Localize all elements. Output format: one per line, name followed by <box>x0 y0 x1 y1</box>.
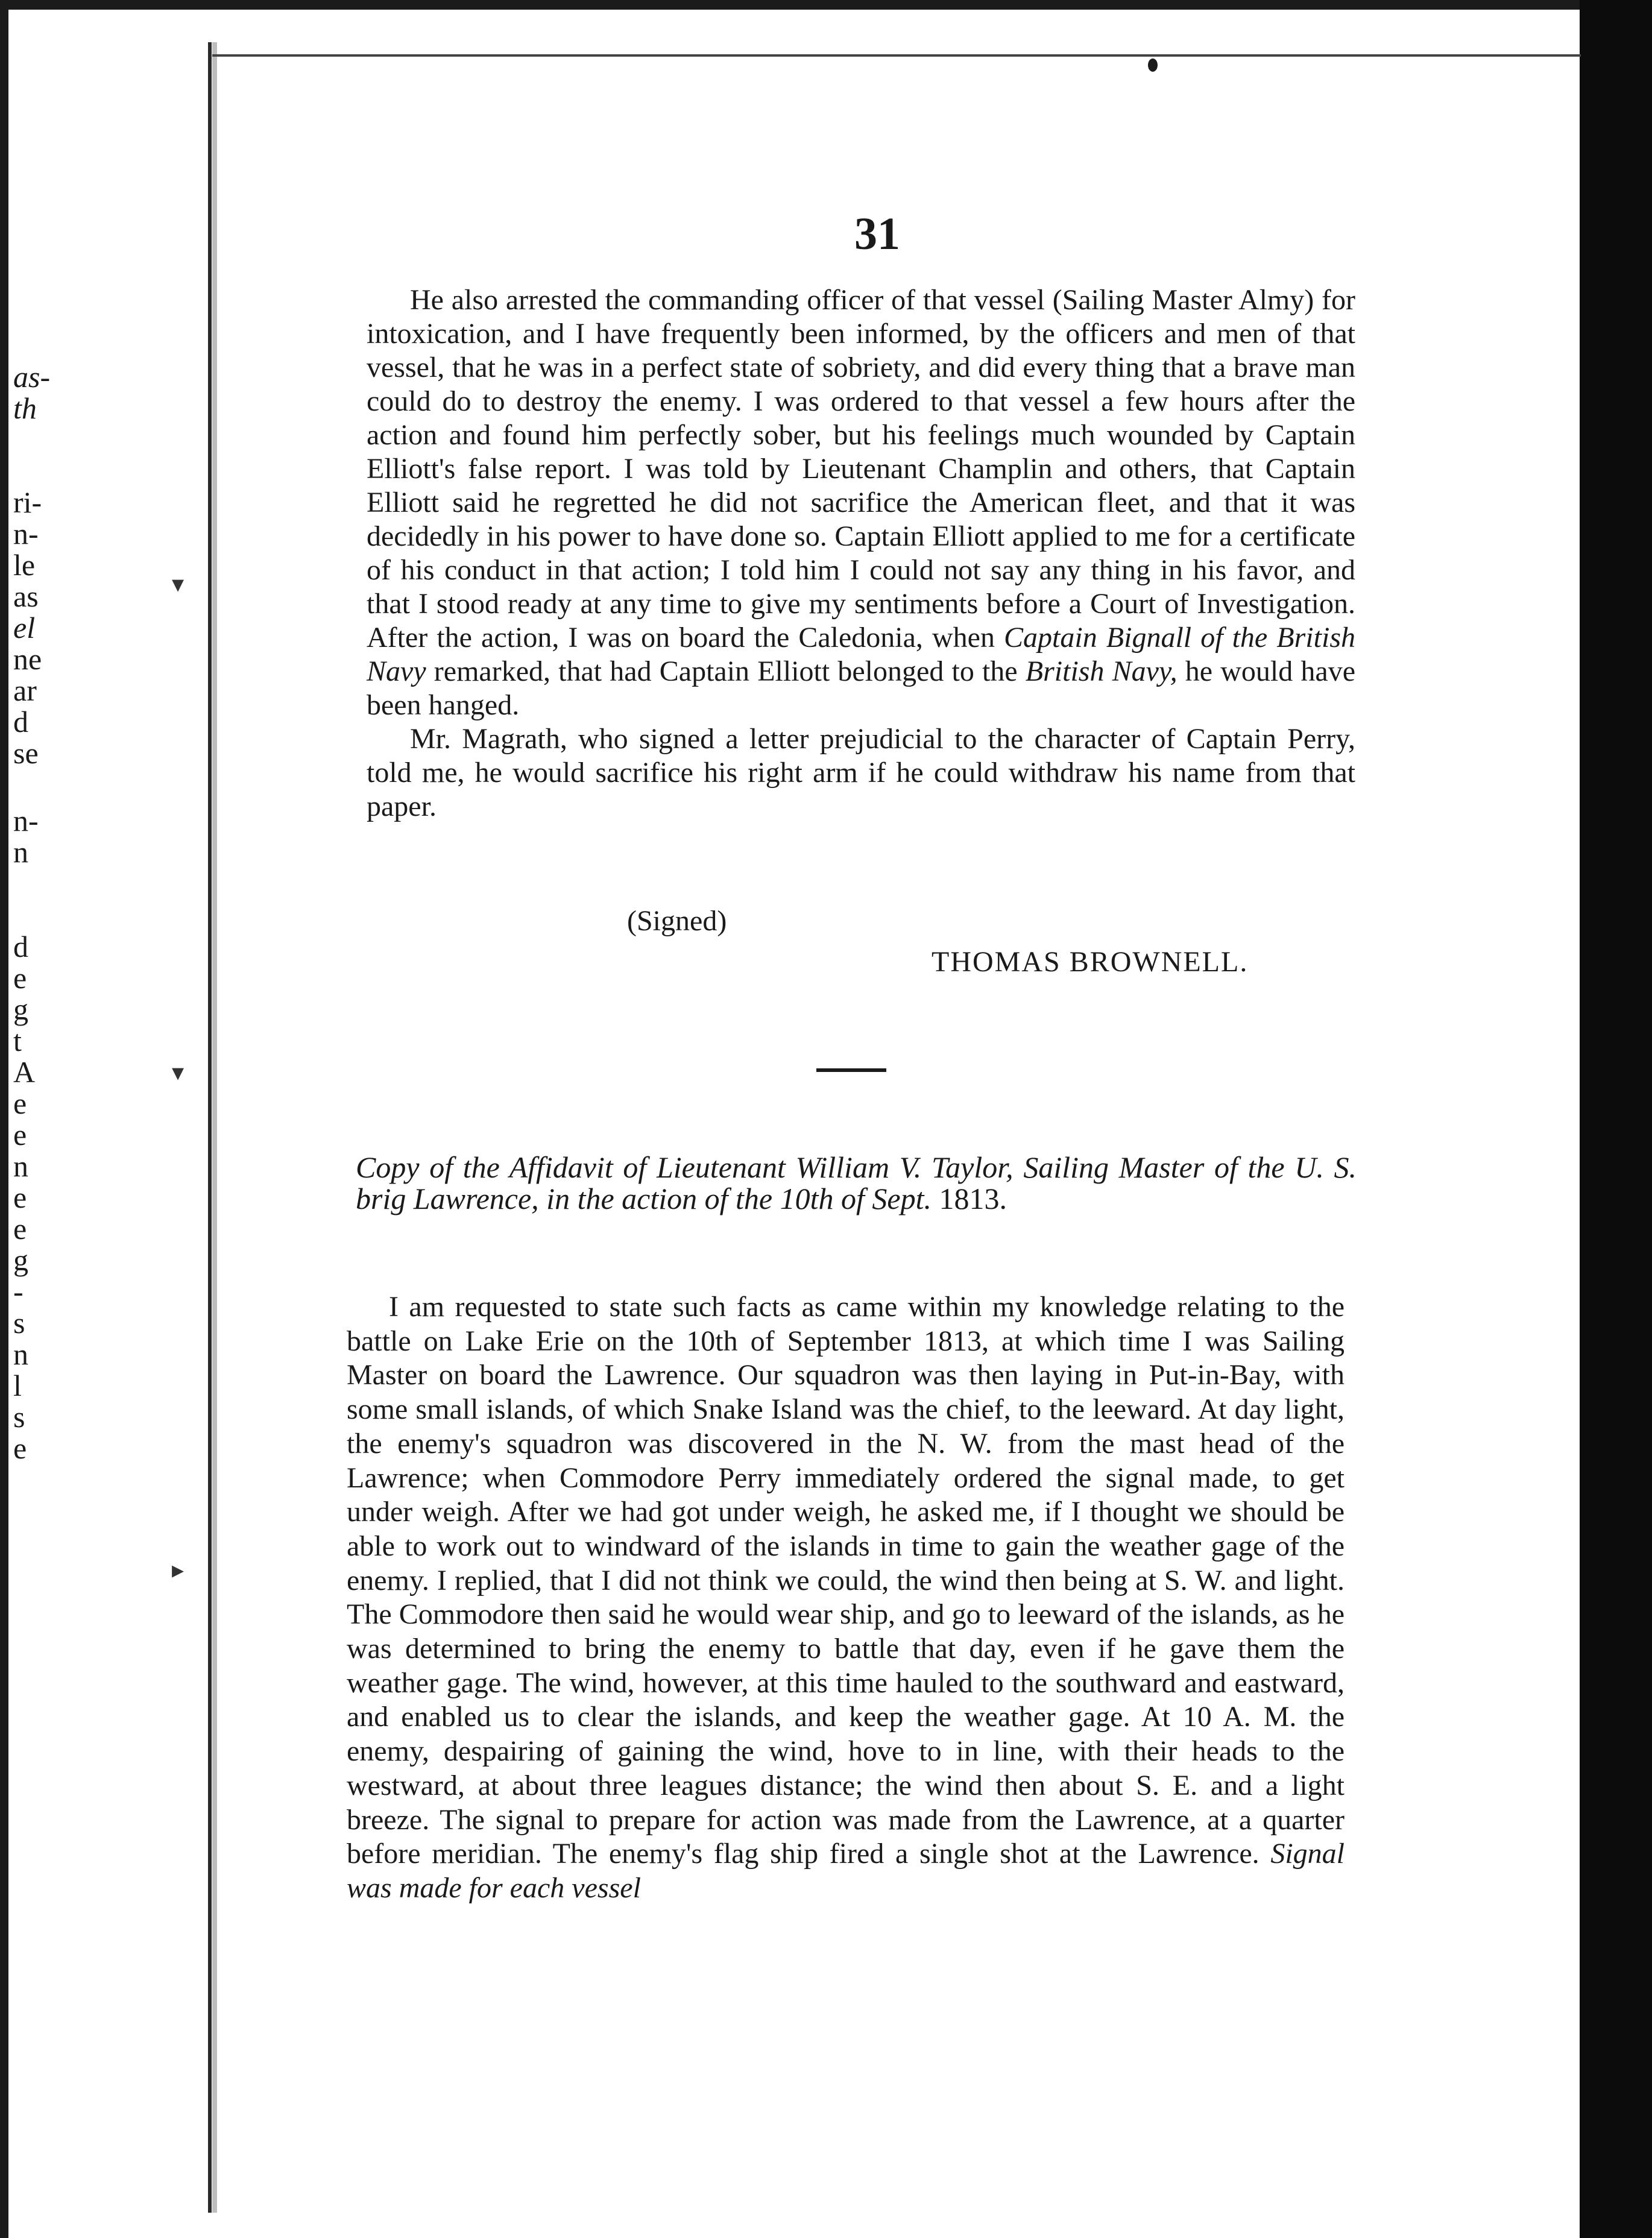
affidavit-text: I am requested to state such facts as came within my knowledge relating to the battle on Lake Erie on the 10th of September 1813, at which time I was Sailing Master on board the Lawrence. Our squadron was then laying in Put-in-Bay, with some small islands, of which Snake Island was the chief, to the leeward. At day light, the enemy's squadron was discovered in the N. W. from the mast head of the Lawrence; when Commodore Perry immediately ordered the signal made, to get under weigh. After we had got under weigh, he asked me, if I thought we should be able to work out to windward of the islands in time to gain the weather gage of the enemy. I replied, that I did not think we could, the wind then being at S. W. and light. The Commodore then said he would wear ship, and go to leeward of the islands, as he was determined to bring the enemy to battle that day, even if he gave them the weather gage. The wind, however, at this time hauled to the southward and eastward, and enabled us to clear the islands, and keep the weather gage. At 10 A. M. the enemy, despairing of gaining the wind, hove to in line, with their heads to the westward, at about three leagues distance; the wind then about S. E. and a light breeze. The signal to prepare for action was made from the Lawrence, at a quarter before meridian. The enemy's flag ship fired a single shot at the Lawrence. <box>347 1291 1345 1870</box>
left-fragment: d <box>13 930 28 963</box>
left-fragment: e <box>13 1180 27 1214</box>
left-fragment: n <box>13 1149 28 1183</box>
statement-paragraph <box>367 283 1355 722</box>
left-fragment: e <box>13 961 27 995</box>
left-fragment: el <box>13 611 36 645</box>
scan-edge-right <box>1580 0 1652 2238</box>
heading-italic: Copy of the Affidavit of Lieutenant William V. Taylor, Sailing Master of the U. S. brig Lawrence, in the action of the 10th of Sept. <box>356 1150 1357 1215</box>
left-page-fragments <box>0 350 72 1616</box>
left-fragment: th <box>13 391 37 425</box>
left-fragment: e <box>13 1086 27 1120</box>
left-fragment: le <box>13 548 36 582</box>
scan-edge-top <box>0 0 1652 10</box>
gutter-mark: ▸ <box>172 1556 184 1583</box>
signer-name: THOMAS BROWNELL. <box>932 946 1249 978</box>
statement-text: he would have been hanged. <box>367 655 1355 721</box>
left-fragment: se <box>13 736 39 770</box>
left-fragment: n- <box>13 804 39 837</box>
left-fragment: s <box>13 1306 25 1340</box>
left-fragment: e <box>13 1212 27 1246</box>
left-fragment: g <box>13 992 28 1026</box>
page-top-edge <box>212 54 1581 57</box>
left-fragment: n- <box>13 517 39 550</box>
left-fragment: s <box>13 1400 25 1434</box>
statement-text: He also arrested the commanding officer of that vessel (Sailing Master Almy) for intoxication, and I have frequently been informed, by the officers and men of that vessel, that he was in a perfect state of sobriety, and did every thing that a brave man could do to destroy the enemy. I was ordered to that vessel a few hours after the action and found him perfectly sober, but his feelings much wounded by Captain Elliott's false report. I was told by Lieutenant Champlin and others, that Captain Elliott said he regretted he did not sacrifice the American fleet, and that it was decidedly in his power to have done so. Captain Elliott applied to me for a certificate of his conduct in that action; I told him I could not say any thing in his favor, and that I stood ready at any time to give my sentiments before a Court of Investigation. After the action, I was on board the Caledonia, when <box>367 284 1355 654</box>
gutter-mark: ▾ <box>172 570 184 597</box>
left-fragment: n <box>13 1337 28 1371</box>
statement-italic: Captain Bignall of the British Navy <box>367 622 1355 687</box>
left-fragment: d <box>13 705 28 739</box>
left-fragment: - <box>13 1275 24 1308</box>
statement-paragraph: Mr. Magrath, who signed a letter prejudicial to the character of Captain Perry, told me, he would sacrifice his right arm if he could withdraw his name from that paper. <box>367 723 1355 822</box>
left-fragment: A <box>13 1055 36 1089</box>
affidavit-italic: Signal was made for each vessel <box>347 1838 1345 1904</box>
heading-year: 1813. <box>939 1182 1007 1215</box>
statement-text: remarked, that had Captain Elliott belonged to the <box>426 655 1026 687</box>
affidavit-heading <box>356 1152 1357 1214</box>
gutter-shadow <box>212 42 217 2213</box>
left-fragment: g <box>13 1243 28 1277</box>
left-fragment: e <box>13 1118 27 1152</box>
statement-italic: British Navy, <box>1025 655 1178 687</box>
left-fragment: n <box>13 835 28 869</box>
left-fragment: t <box>13 1024 22 1058</box>
left-fragment: ri- <box>13 485 42 519</box>
left-fragment: e <box>13 1431 27 1465</box>
gutter-mark: ▾ <box>172 1059 184 1086</box>
signed-label: (Signed) <box>627 905 727 937</box>
left-fragment: l <box>13 1369 22 1402</box>
book-gutter <box>208 42 212 2213</box>
page-number: 31 <box>854 209 900 259</box>
left-fragment: as <box>13 579 39 613</box>
ink-dot <box>1148 58 1158 72</box>
left-fragment: ne <box>13 642 42 676</box>
affidavit-body <box>347 1290 1345 1906</box>
left-fragment: as- <box>13 360 51 394</box>
affidavit-paragraph <box>347 1290 1345 1906</box>
brownell-statement <box>367 283 1355 824</box>
left-fragment: ar <box>13 673 37 707</box>
section-divider <box>816 1068 886 1072</box>
